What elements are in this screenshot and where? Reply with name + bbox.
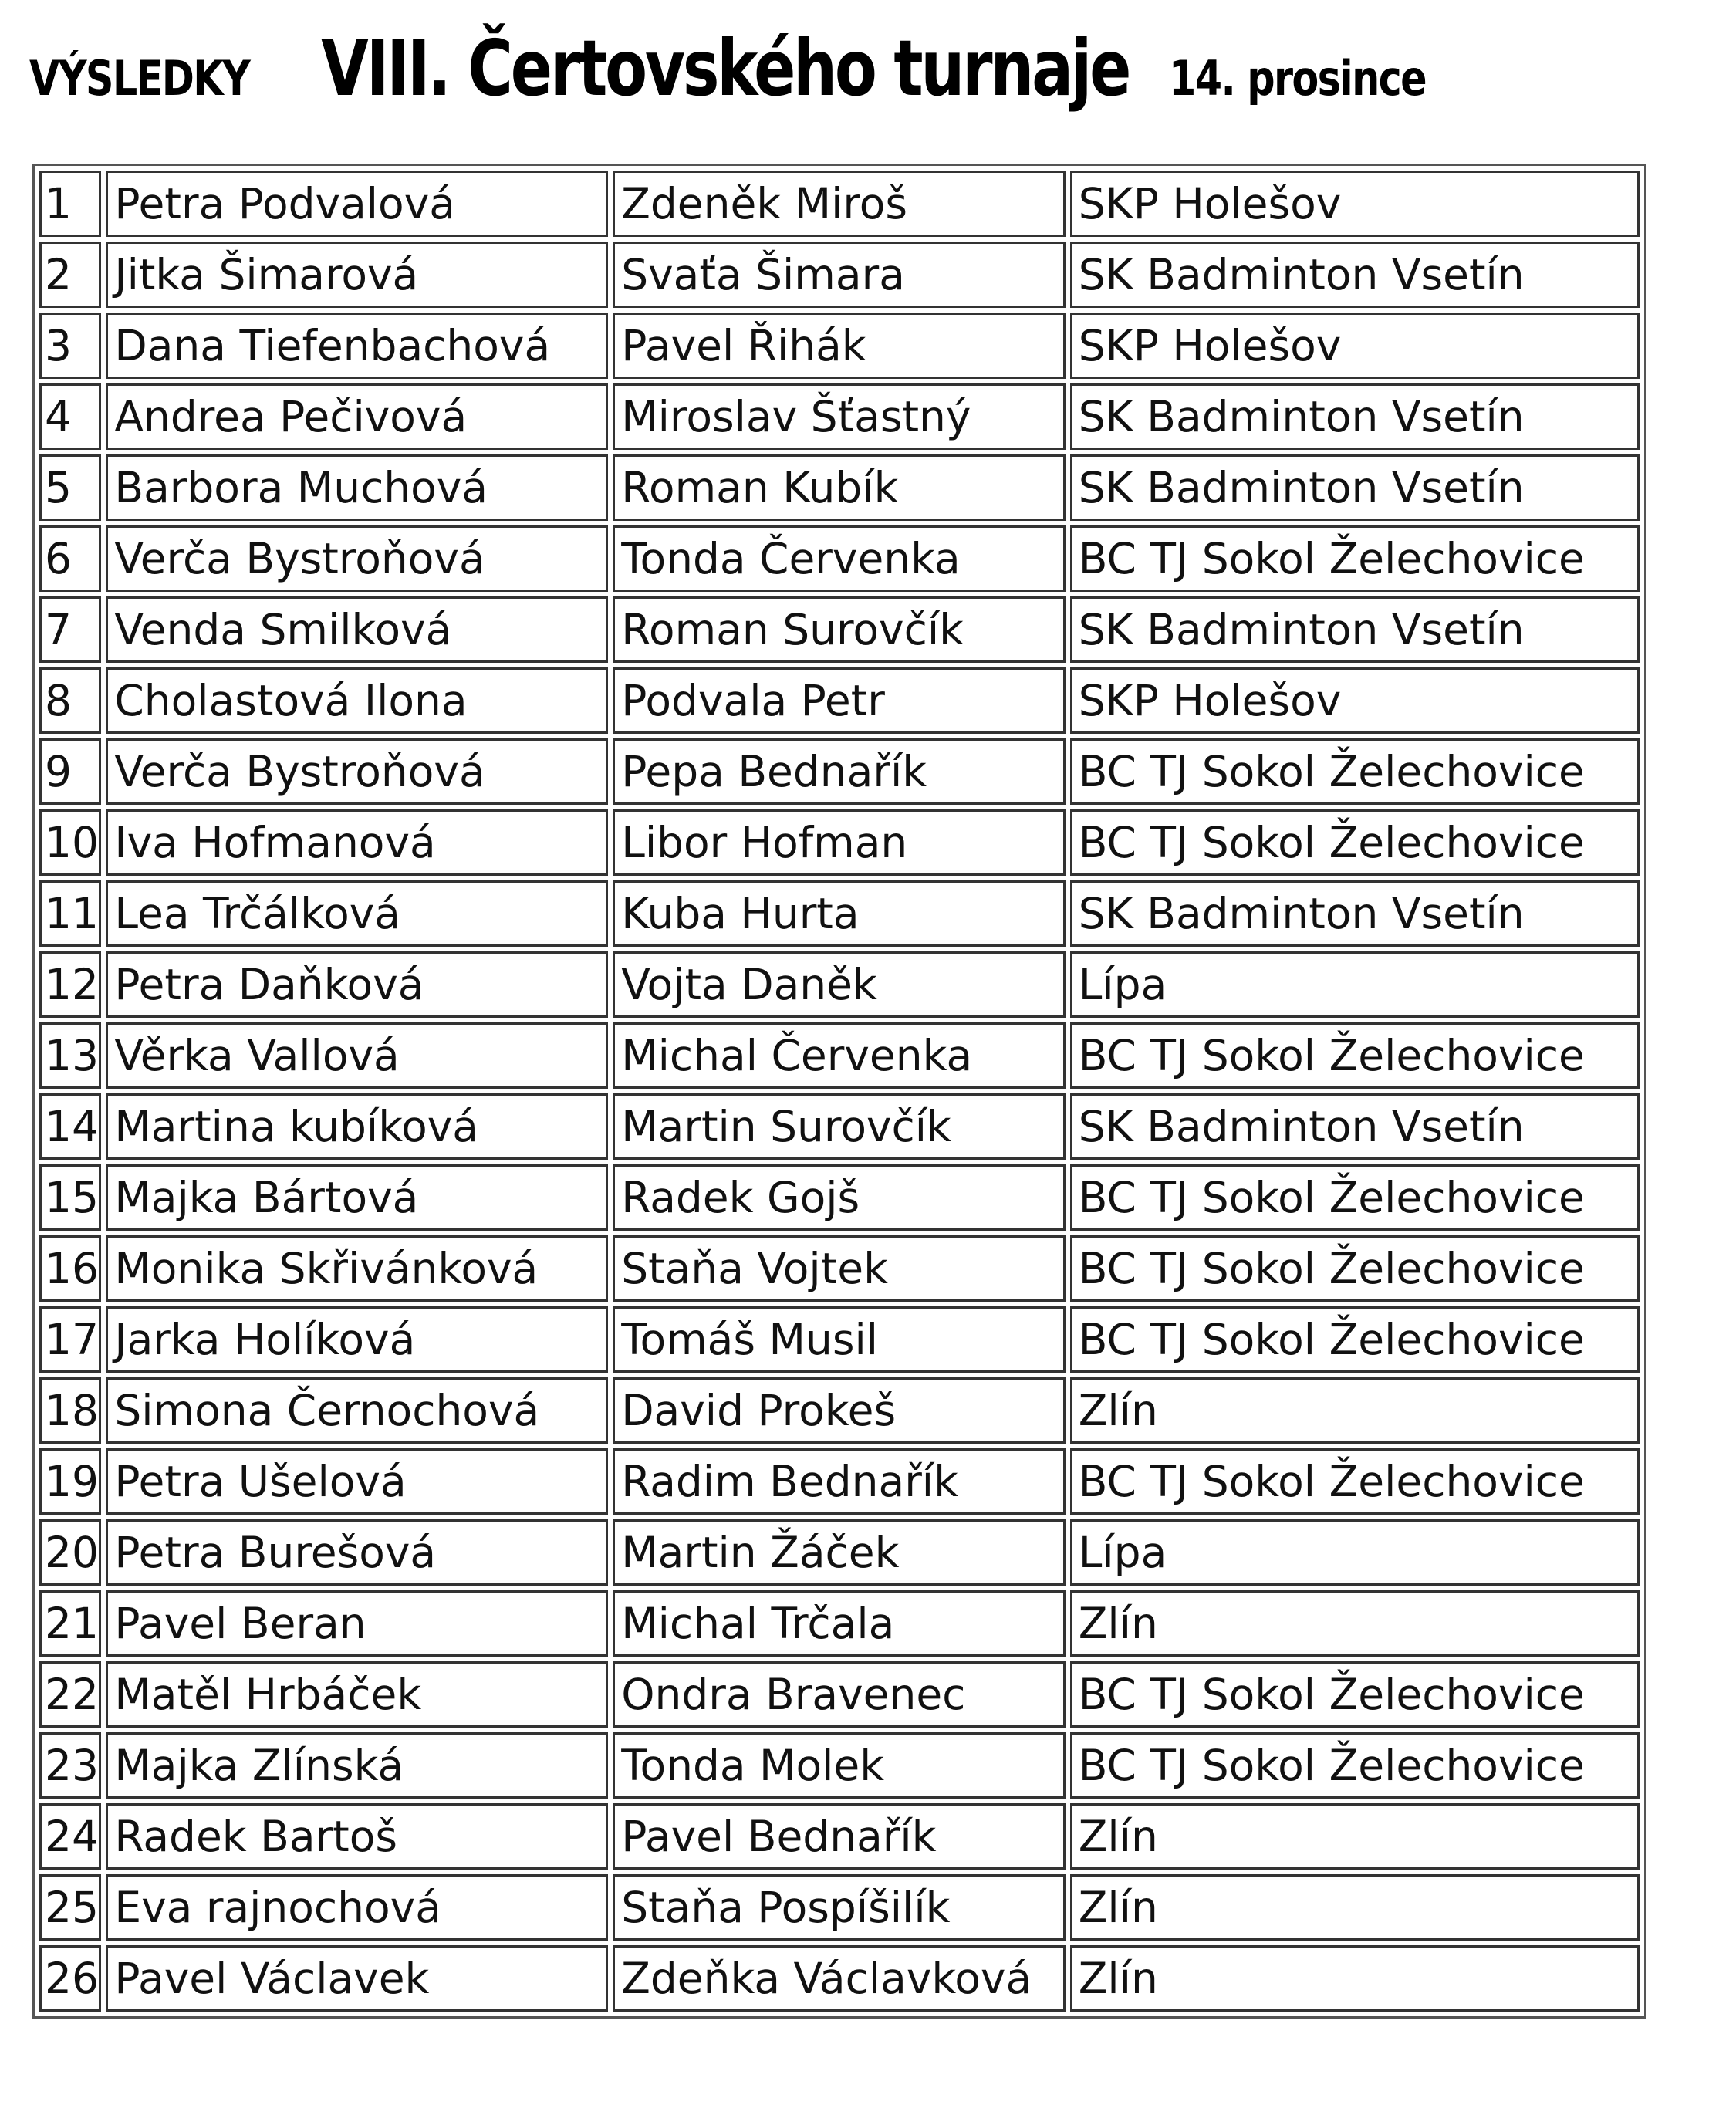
rank-cell: 24 <box>39 1803 101 1870</box>
rank-cell: 21 <box>39 1590 101 1657</box>
club-cell: BC TJ Sokol Želechovice <box>1070 1732 1640 1799</box>
player1-cell: Pavel Beran <box>106 1590 608 1657</box>
page-header <box>29 23 1482 123</box>
player2-cell: Martin Žáček <box>613 1519 1066 1586</box>
club-cell: Lípa <box>1070 1519 1640 1586</box>
club-cell: SK Badminton Vsetín <box>1070 242 1640 308</box>
player2-cell: Kuba Hurta <box>613 880 1066 947</box>
player2-cell: Radek Gojš <box>613 1164 1066 1231</box>
table-row <box>39 1945 1640 2012</box>
rank-cell: 10 <box>39 809 101 876</box>
club-cell: SKP Holešov <box>1070 312 1640 379</box>
table-row <box>39 1306 1640 1373</box>
club-cell: SKP Holešov <box>1070 171 1640 237</box>
table-row <box>39 525 1640 592</box>
player2-cell: Ondra Bravenec <box>613 1661 1066 1728</box>
rank-cell: 17 <box>39 1306 101 1373</box>
player1-cell: Věrka Vallová <box>106 1022 608 1089</box>
club-cell: Zlín <box>1070 1803 1640 1870</box>
rank-cell: 13 <box>39 1022 101 1089</box>
player1-cell: Petra Burešová <box>106 1519 608 1586</box>
club-cell: SK Badminton Vsetín <box>1070 454 1640 521</box>
club-cell: SK Badminton Vsetín <box>1070 383 1640 450</box>
table-row <box>39 738 1640 805</box>
club-cell: Zlín <box>1070 1377 1640 1444</box>
club-cell: BC TJ Sokol Želechovice <box>1070 738 1640 805</box>
rank-cell: 16 <box>39 1235 101 1302</box>
player1-cell: Matěl Hrbáček <box>106 1661 608 1728</box>
player1-cell: Verča Bystroňová <box>106 738 608 805</box>
rank-cell: 22 <box>39 1661 101 1728</box>
table-row <box>39 1235 1640 1302</box>
club-cell: BC TJ Sokol Želechovice <box>1070 1235 1640 1302</box>
table-row <box>39 809 1640 876</box>
rank-cell: 12 <box>39 951 101 1018</box>
player1-cell: Petra Podvalová <box>106 171 608 237</box>
rank-cell: 18 <box>39 1377 101 1444</box>
player2-cell: Pavel Řihák <box>613 312 1066 379</box>
club-cell: Lípa <box>1070 951 1640 1018</box>
player1-cell: Petra Ušelová <box>106 1448 608 1515</box>
results-label: VÝSLEDKY <box>29 50 250 106</box>
table-row <box>39 1164 1640 1231</box>
rank-cell: 23 <box>39 1732 101 1799</box>
club-cell: BC TJ Sokol Želechovice <box>1070 1661 1640 1728</box>
table-row <box>39 171 1640 237</box>
rank-cell: 3 <box>39 312 101 379</box>
player2-cell: Tonda Červenka <box>613 525 1066 592</box>
player2-cell: Svaťa Šimara <box>613 242 1066 308</box>
player2-cell: Vojta Daněk <box>613 951 1066 1018</box>
player1-cell: Lea Trčálková <box>106 880 608 947</box>
club-cell: BC TJ Sokol Želechovice <box>1070 809 1640 876</box>
player1-cell: Jarka Holíková <box>106 1306 608 1373</box>
table-row <box>39 667 1640 734</box>
player2-cell: Miroslav Šťastný <box>613 383 1066 450</box>
player2-cell: Tomáš Musil <box>613 1306 1066 1373</box>
rank-cell: 15 <box>39 1164 101 1231</box>
table-row <box>39 383 1640 450</box>
table-row <box>39 880 1640 947</box>
rank-cell: 5 <box>39 454 101 521</box>
rank-cell: 9 <box>39 738 101 805</box>
player1-cell: Majka Bártová <box>106 1164 608 1231</box>
player2-cell: Staňa Pospíšilík <box>613 1874 1066 1941</box>
page-title: VIII. Čertovského turnaje <box>320 23 1129 113</box>
table-row <box>39 951 1640 1018</box>
player1-cell: Pavel Václavek <box>106 1945 608 2012</box>
player2-cell: Michal Trčala <box>613 1590 1066 1657</box>
rank-cell: 26 <box>39 1945 101 2012</box>
player1-cell: Petra Daňková <box>106 951 608 1018</box>
rank-cell: 11 <box>39 880 101 947</box>
player2-cell: Libor Hofman <box>613 809 1066 876</box>
player1-cell: Majka Zlínská <box>106 1732 608 1799</box>
rank-cell: 7 <box>39 596 101 663</box>
table-row <box>39 1661 1640 1728</box>
player2-cell: Michal Červenka <box>613 1022 1066 1089</box>
player2-cell: Zdeňka Václavková <box>613 1945 1066 2012</box>
club-cell: BC TJ Sokol Želechovice <box>1070 525 1640 592</box>
club-cell: SK Badminton Vsetín <box>1070 596 1640 663</box>
club-cell: BC TJ Sokol Želechovice <box>1070 1164 1640 1231</box>
club-cell: SK Badminton Vsetín <box>1070 880 1640 947</box>
table-row <box>39 1377 1640 1444</box>
table-row <box>39 1590 1640 1657</box>
club-cell: BC TJ Sokol Želechovice <box>1070 1022 1640 1089</box>
rank-cell: 2 <box>39 242 101 308</box>
rank-cell: 6 <box>39 525 101 592</box>
player1-cell: Iva Hofmanová <box>106 809 608 876</box>
player1-cell: Martina kubíková <box>106 1093 608 1160</box>
player1-cell: Venda Smilková <box>106 596 608 663</box>
rank-cell: 1 <box>39 171 101 237</box>
player2-cell: David Prokeš <box>613 1377 1066 1444</box>
rank-cell: 14 <box>39 1093 101 1160</box>
player1-cell: Dana Tiefenbachová <box>106 312 608 379</box>
results-table-body <box>39 171 1640 2012</box>
club-cell: Zlín <box>1070 1874 1640 1941</box>
player2-cell: Roman Kubík <box>613 454 1066 521</box>
club-cell: SKP Holešov <box>1070 667 1640 734</box>
table-row <box>39 242 1640 308</box>
player2-cell: Pavel Bednařík <box>613 1803 1066 1870</box>
table-row <box>39 1022 1640 1089</box>
club-cell: BC TJ Sokol Želechovice <box>1070 1448 1640 1515</box>
table-row <box>39 1093 1640 1160</box>
table-row <box>39 1874 1640 1941</box>
rank-cell: 8 <box>39 667 101 734</box>
player2-cell: Zdeněk Miroš <box>613 171 1066 237</box>
club-cell: Zlín <box>1070 1590 1640 1657</box>
player1-cell: Andrea Pečivová <box>106 383 608 450</box>
player1-cell: Simona Černochová <box>106 1377 608 1444</box>
player1-cell: Eva rajnochová <box>106 1874 608 1941</box>
table-row <box>39 596 1640 663</box>
table-row <box>39 312 1640 379</box>
club-cell: Zlín <box>1070 1945 1640 2012</box>
table-row <box>39 1448 1640 1515</box>
club-cell: SK Badminton Vsetín <box>1070 1093 1640 1160</box>
player1-cell: Monika Skřivánková <box>106 1235 608 1302</box>
player2-cell: Podvala Petr <box>613 667 1066 734</box>
player2-cell: Radim Bednařík <box>613 1448 1066 1515</box>
player2-cell: Roman Surovčík <box>613 596 1066 663</box>
player1-cell: Jitka Šimarová <box>106 242 608 308</box>
rank-cell: 25 <box>39 1874 101 1941</box>
player2-cell: Tonda Molek <box>613 1732 1066 1799</box>
player1-cell: Barbora Muchová <box>106 454 608 521</box>
player2-cell: Pepa Bednařík <box>613 738 1066 805</box>
player2-cell: Staňa Vojtek <box>613 1235 1066 1302</box>
rank-cell: 20 <box>39 1519 101 1586</box>
event-date: 14. prosince <box>1168 50 1426 106</box>
table-row <box>39 1803 1640 1870</box>
player1-cell: Verča Bystroňová <box>106 525 608 592</box>
club-cell: BC TJ Sokol Želechovice <box>1070 1306 1640 1373</box>
player1-cell: Cholastová Ilona <box>106 667 608 734</box>
results-table <box>32 164 1646 2019</box>
table-row <box>39 1519 1640 1586</box>
rank-cell: 19 <box>39 1448 101 1515</box>
player2-cell: Martin Surovčík <box>613 1093 1066 1160</box>
rank-cell: 4 <box>39 383 101 450</box>
player1-cell: Radek Bartoš <box>106 1803 608 1870</box>
table-row <box>39 1732 1640 1799</box>
table-row <box>39 454 1640 521</box>
